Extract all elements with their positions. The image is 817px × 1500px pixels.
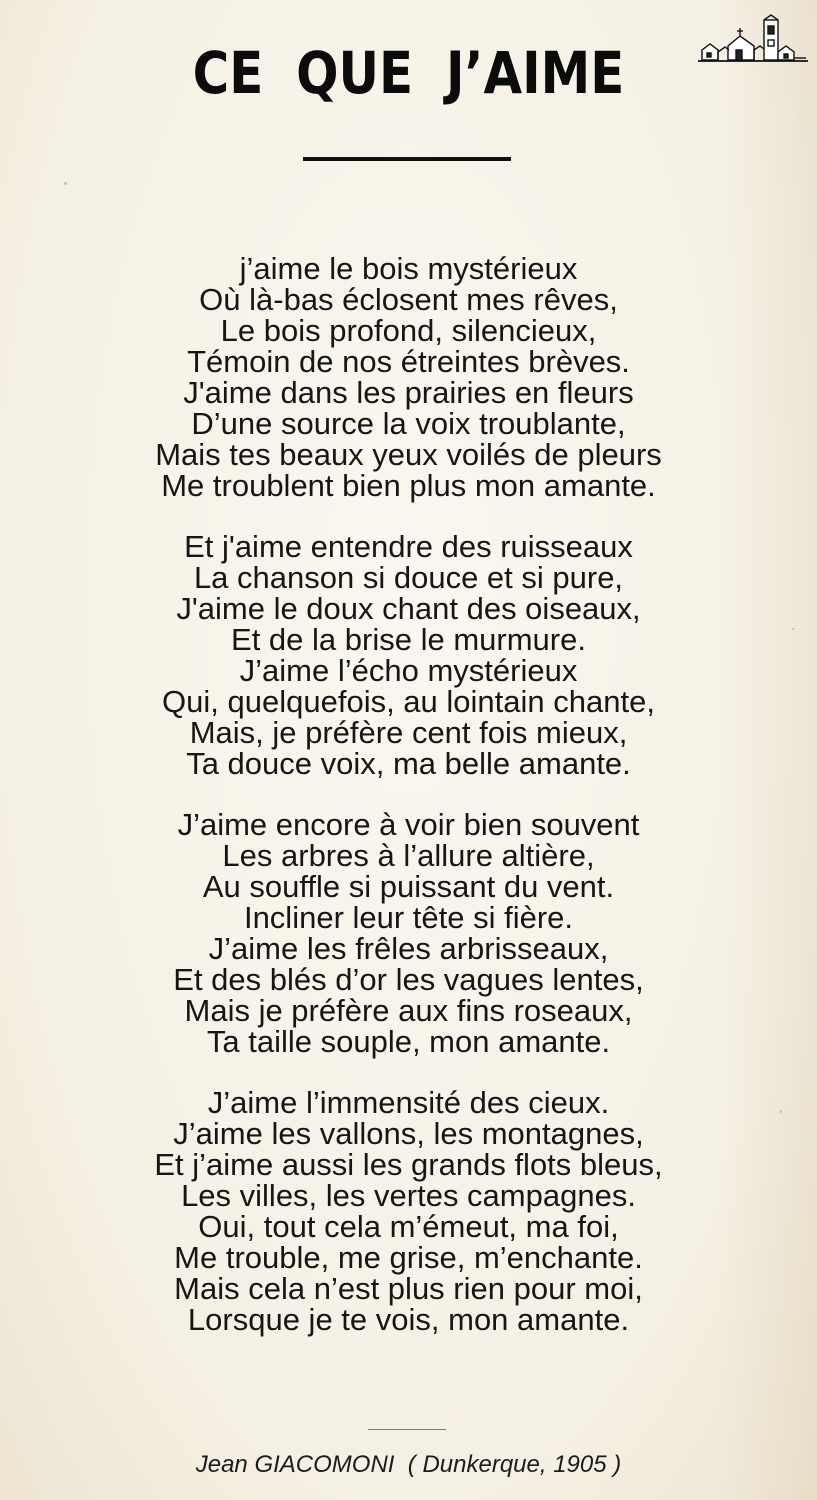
stanza-4 xyxy=(0,1087,817,1335)
verse-line: Où là-bas éclosent mes rêves, xyxy=(199,282,618,317)
stanza-3 xyxy=(0,809,817,1057)
signature-divider xyxy=(368,1429,446,1430)
verse-line: Incliner leur tête si fière. xyxy=(243,900,574,935)
verse-line: Et de la brise le murmure. xyxy=(231,622,586,657)
verse-line: Les arbres à l’allure altière, xyxy=(222,838,595,873)
paper-speck xyxy=(780,1110,782,1113)
verse-line: Ta taille souple, mon amante. xyxy=(206,1024,611,1059)
verse-line: Les villes, les vertes campagnes. xyxy=(181,1178,636,1213)
poem-title: CE QUE J’AIME xyxy=(192,39,625,107)
verse-line: Mais, je préfère cent fois mieux, xyxy=(189,715,628,750)
verse-line: J’aime les vallons, les montagnes, xyxy=(173,1116,644,1151)
verse-line: J’aime les frêles arbrisseaux, xyxy=(208,931,609,966)
verse-line: Me trouble, me grise, m’enchante. xyxy=(174,1240,643,1275)
verse-line: Me troublent bien plus mon amante. xyxy=(161,468,656,503)
paper-speck xyxy=(792,628,794,630)
verse-line: J'aime le doux chant des oiseaux, xyxy=(176,591,641,626)
verse-line: Le bois profond, silencieux, xyxy=(220,313,597,348)
verse-line: D’une source la voix troublante, xyxy=(191,406,626,441)
verse-line: J’aime l’écho mystérieux xyxy=(239,653,578,688)
verse-line: Et j'aime entendre des ruisseaux xyxy=(184,529,633,564)
verse-line: Oui, tout cela m’émeut, ma foi, xyxy=(198,1209,619,1244)
verse-line: Mais tes beaux yeux voilés de pleurs xyxy=(155,437,662,472)
verse-line: Et des blés d’or les vagues lentes, xyxy=(173,962,644,997)
verse-line: J’aime l’immensité des cieux. xyxy=(207,1085,610,1120)
verse-line: Mais cela n’est plus rien pour moi, xyxy=(174,1271,643,1306)
verse-line: Qui, quelquefois, au lointain chante, xyxy=(162,684,655,719)
stanza-2 xyxy=(0,531,817,779)
verse-line: Mais je préfère aux fins roseaux, xyxy=(184,993,633,1028)
stanza-1 xyxy=(0,253,817,501)
verse-line: Témoin de nos étreintes brèves. xyxy=(187,344,630,379)
verse-line: Lorsque je te vois, mon amante. xyxy=(187,1302,630,1337)
verse-line: J’aime encore à voir bien souvent xyxy=(177,807,640,842)
verse-line: Et j’aime aussi les grands flots bleus, xyxy=(154,1147,663,1182)
verse-line: La chanson si douce et si pure, xyxy=(193,560,624,595)
author-signature: Jean GIACOMONI ( Dunkerque, 1905 ) xyxy=(195,1451,622,1478)
verse-line: j’aime le bois mystérieux xyxy=(239,251,578,286)
village-church-icon xyxy=(698,14,808,66)
verse-line: J'aime dans les prairies en fleurs xyxy=(183,375,634,410)
verse-line: Ta douce voix, ma belle amante. xyxy=(186,746,631,781)
verse-line: Au souffle si puissant du vent. xyxy=(202,869,615,904)
paper-speck xyxy=(64,182,67,185)
title-underline xyxy=(303,157,511,161)
poem-body xyxy=(0,253,817,1365)
